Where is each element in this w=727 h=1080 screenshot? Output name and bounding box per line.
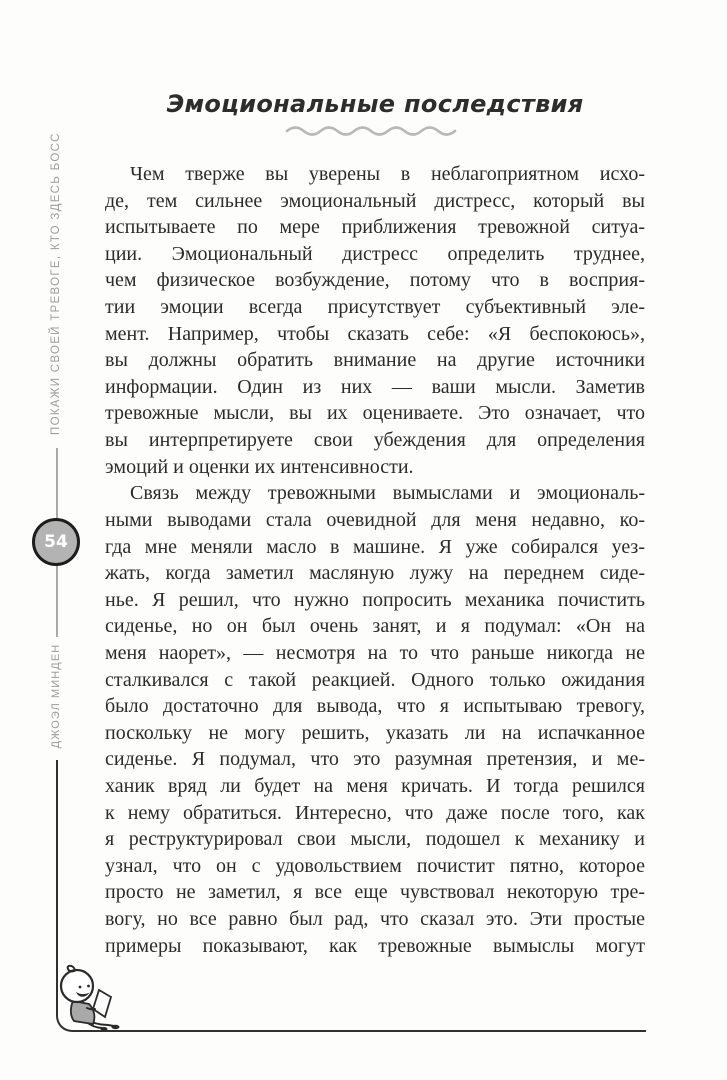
text-line: мент. Например, чтобы сказать себе: «Я беспокоюсь», — [105, 322, 645, 345]
sidebar-book-title: ПОКАЖИ СВОЕЙ ТРЕВОГЕ, КТО ЗДЕСЬ БОСС — [50, 132, 62, 435]
text-line: эмоций и оценки их интенсивности. — [105, 455, 414, 478]
text-line: ными выводами стала очевидной для меня недавно, ко- — [105, 508, 645, 531]
text-line: нье. Я решил, что нужно попросить механика почистить — [105, 588, 645, 611]
sidebar-author: ДЖОЭЛ МИНДЕН — [50, 643, 62, 749]
sidebar-rule-above-badge — [56, 448, 58, 518]
reading-person-icon — [53, 960, 127, 1032]
text-line: испытываете по мере приближения тревожной ситуа- — [105, 216, 645, 239]
body-text — [105, 161, 645, 959]
text-line: вогу, но все равно был рад, что сказал это. Эти простые — [105, 908, 645, 931]
paragraph — [105, 161, 645, 480]
page-number-badge: 54 — [32, 518, 80, 566]
text-line: сиденье. Я подумал, что это разумная претензия, и ме- — [105, 748, 645, 771]
paragraph — [105, 480, 645, 959]
text-line: я реструктурировал свои мысли, подошел к механику и — [105, 828, 645, 851]
text-line: гда мне меняли масло в машине. Я уже собирался уез- — [105, 535, 645, 558]
text-line: узнал, что он с удовольствием почистит пятно, которое — [105, 854, 645, 877]
text-line: сталкивался с такой реакцией. Одного только ожидания — [105, 668, 645, 691]
text-line: Чем тверже вы уверены в неблагоприятном исхо- — [130, 163, 645, 185]
wavy-underline-icon — [285, 123, 457, 137]
sidebar-rule-below-badge — [56, 566, 58, 637]
text-line: тии эмоции всегда присутствует субъективный эле- — [105, 296, 645, 319]
text-line: чем физическое возбуждение, потому что в восприя- — [105, 269, 645, 292]
text-line: жать, когда заметил масляную лужу на переднем сиде- — [105, 562, 645, 585]
text-line: де, тем сильнее эмоциональный дистресс, который вы — [105, 189, 645, 212]
page-title: Эмоциональные последствия — [166, 90, 584, 118]
text-line: просто не заметил, я все еще чувствовал некоторую тре- — [105, 881, 645, 904]
text-line: меня наорет», — несмотря на то что раньше никогда не — [105, 641, 645, 664]
text-line: вы должны обратить внимание на другие источники — [105, 349, 645, 372]
text-line: Связь между тревожными вымыслами и эмоциональ- — [130, 482, 645, 505]
text-line: информации. Один из них — ваши мысли. Заметив — [105, 375, 645, 398]
text-line: ханик вряд ли будет на меня кричать. И тогда решился — [105, 775, 645, 798]
text-line: сиденье, но он был очень занят, и я подумал: «Он на — [105, 615, 645, 638]
text-line: ции. Эмоциональный дистресс определить труднее, — [105, 242, 645, 265]
text-line: к нему обратиться. Интересно, что даже после того, как — [105, 801, 645, 824]
text-line: было достаточно для вывода, что я испытываю тревогу, — [105, 695, 645, 718]
text-line: примеры показывают, как тревожные вымыслы могут — [105, 934, 645, 957]
text-line: поскольку не могу решить, указать ли на испачканное — [105, 721, 645, 744]
text-line: тревожные мысли, вы их оцениваете. Это означает, что — [105, 402, 645, 425]
text-line: вы интерпретируете свои убеждения для определения — [105, 429, 645, 452]
